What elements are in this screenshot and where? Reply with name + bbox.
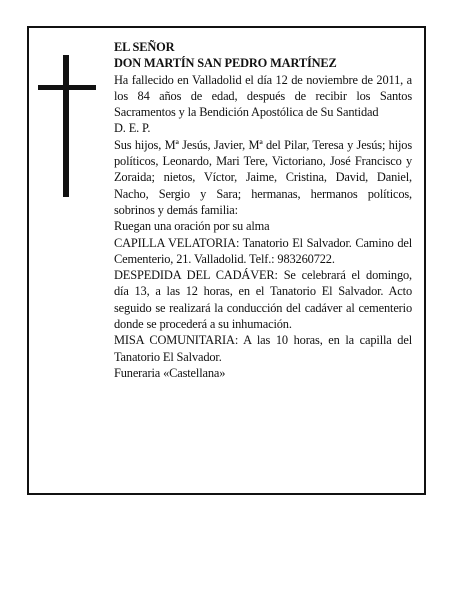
heading: EL SEÑOR <box>114 40 175 54</box>
funeral-home: Funeraria «Castellana» <box>114 365 226 380</box>
cross-icon <box>38 55 96 197</box>
farewell-details: DESPEDIDA DEL CADÁVER: Se celebrará el domingo, día 13, a las 12 horas, en el Tanatorio El Salvador. Acto seguido se realizará la conducción del cadáver al cementerio donde se procederá a su inhumación. <box>114 268 415 332</box>
mass-details: MISA COMUNITARIA: A las 10 horas, en la capilla del Tanatorio El Salvador. <box>114 333 415 364</box>
cross-horizontal-bar <box>38 85 96 90</box>
chapel-details: CAPILLA VELATORIA: Tanatorio El Salvador. Camino del Cementerio, 21. Valladolid. Telf.: 983260722. <box>114 235 415 266</box>
family-members: Sus hijos, Mª Jesús, Javier, Mª del Pilar, Teresa y Jesús; hijos políticos, Leonardo, Mari Tere, Victoriano, José Francisco y Zoraida; nietos, Víctor, Jaime, Cristina, David, Daniel, Nacho, Sergio y Sara; hermanas, hermanos políticos, sobrinos y demás familia: <box>114 137 415 217</box>
deceased-name: DON MARTÍN SAN PEDRO MARTÍNEZ <box>114 56 337 71</box>
cross-vertical-bar <box>63 55 69 197</box>
obituary-text <box>114 39 415 381</box>
dep-abbreviation: D. E. P. <box>114 121 151 136</box>
prayer-request: Ruegan una oración por su alma <box>114 219 270 234</box>
death-announcement: Ha fallecido en Valladolid el día 12 de noviembre de 2011, a los 84 años de edad, después de recibir los Santos Sacramentos y la Bendición Apostólica de Su Santidad <box>114 72 415 120</box>
